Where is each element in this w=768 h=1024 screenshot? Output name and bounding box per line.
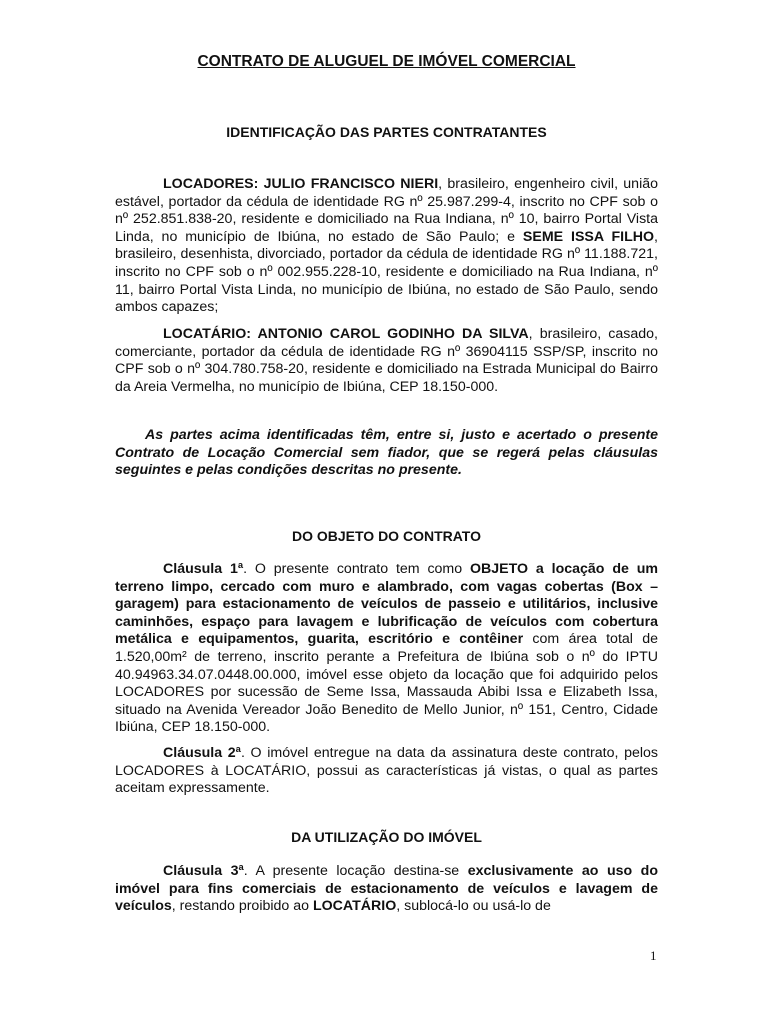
- clausula-2-label: Cláusula 2ª: [163, 745, 241, 761]
- section-heading-objeto: DO OBJETO DO CONTRATO: [291, 528, 481, 544]
- locadores-label: LOCADORES: JULIO FRANCISCO NIERI: [163, 176, 439, 192]
- document-title: CONTRATO DE ALUGUEL DE IMÓVEL COMERCIAL: [197, 53, 576, 70]
- clausula-1-text-1: . O presente contrato tem como: [243, 561, 470, 577]
- paragraph-clausula-3: [115, 863, 658, 916]
- paragraph-partes-statement: [115, 427, 658, 480]
- section-heading-utilizacao: DA UTILIZAÇÃO DO IMÓVEL: [291, 829, 482, 845]
- clausula-1-text-2: com área total de 1.520,00m² de terreno, inscrito perante a Prefeitura de Ibiúna sob o nº do IPTU 40.94963.34.07.0448.00.000, imóvel esse objeto da locação que foi adquirido pelos LOCADORES por sucessão de Seme Issa, Massauda Abibi Issa e Elizabeth Issa, situado na Avenida Vereador João Benedito de Mello Junior, nº 151, Centro, Cidade Ibiúna, CEP 18.150-000.: [115, 631, 658, 736]
- locatario-text: , brasileiro, casado, comerciante, portador da cédula de identidade RG nº 36904115 SSP/SP, inscrito no CPF sob o nº 304.780.758-20, residente e domiciliado na Estrada Municipal do Bairro da Areia Vermelha, no município de Ibiúna, CEP 18.150-000.: [115, 326, 658, 395]
- locatario-label: LOCATÁRIO: ANTONIO CAROL GODINHO DA SILVA: [163, 326, 529, 342]
- clausula-2-text: . O imóvel entregue na data da assinatura deste contrato, pelos LOCADORES à LOCATÁRIO, possui as características já vistas, o qual as partes aceitam expressamente.: [115, 745, 658, 797]
- paragraph-locadores: [115, 176, 658, 317]
- clausula-1-label: Cláusula 1ª: [163, 561, 244, 577]
- paragraph-locatario: [115, 326, 658, 396]
- paragraph-clausula-2: [115, 745, 658, 798]
- page-number: 1: [650, 948, 657, 963]
- clausula-3-text-3: , sublocá-lo ou usá-lo de: [396, 898, 551, 915]
- clausula-3-destinacao: exclusivamente ao uso do imóvel para fins comerciais de estacionamento de veículos e lavagem de veículos: [115, 863, 658, 915]
- clausula-3-text-2: , restando proibido ao: [171, 898, 313, 915]
- clausula-3-text-1: . A presente locação destina-se: [243, 863, 468, 879]
- paragraph-clausula-1: [115, 561, 658, 737]
- section-heading-identificacao: IDENTIFICAÇÃO DAS PARTES CONTRATANTES: [226, 124, 547, 140]
- clausula-3-locatario: LOCATÁRIO: [312, 898, 397, 915]
- clausula-3-label: Cláusula 3ª: [163, 863, 244, 879]
- locadores-text-2: , brasileiro, desenhista, divorciado, portador da cédula de identidade RG nº 11.188.721, inscrito no CPF sob o nº 002.955.228-10, residente e domiciliado na Rua Indiana, nº 11, bairro Portal Vista Linda, no município de Ibiúna, no estado de São Paulo, sendo ambos capazes;: [115, 228, 658, 316]
- partes-statement-text: As partes acima identificadas têm, entre si, justo e acertado o presente Contrato de Locação Comercial sem fiador, que se regerá pelas cláusulas seguintes e pelas condições descritas no presente.: [115, 427, 658, 479]
- locadores-text-1: , brasileiro, engenheiro civil, união estável, portador da cédula de identidade RG nº 25.987.299-4, inscrito no CPF sob o nº 252.851.838-20, residente e domiciliado na Rua Indiana, nº 10, bairro Portal Vista Linda, no município de Ibiúna, no estado de São Paulo; e: [115, 176, 658, 245]
- clausula-1-objeto: OBJETO a locação de um terreno limpo, cercado com muro e alambrado, com vagas cobertas (Box – garagem) para estacionamento de veículos de passeio e utilitários, inclusive caminhões, espaço para lavagem e lubrificação de veículos com cobertura metálica e equipamentos, guarita, escritório e contêiner: [115, 561, 658, 648]
- locador-2-name: SEME ISSA FILHO: [522, 228, 655, 245]
